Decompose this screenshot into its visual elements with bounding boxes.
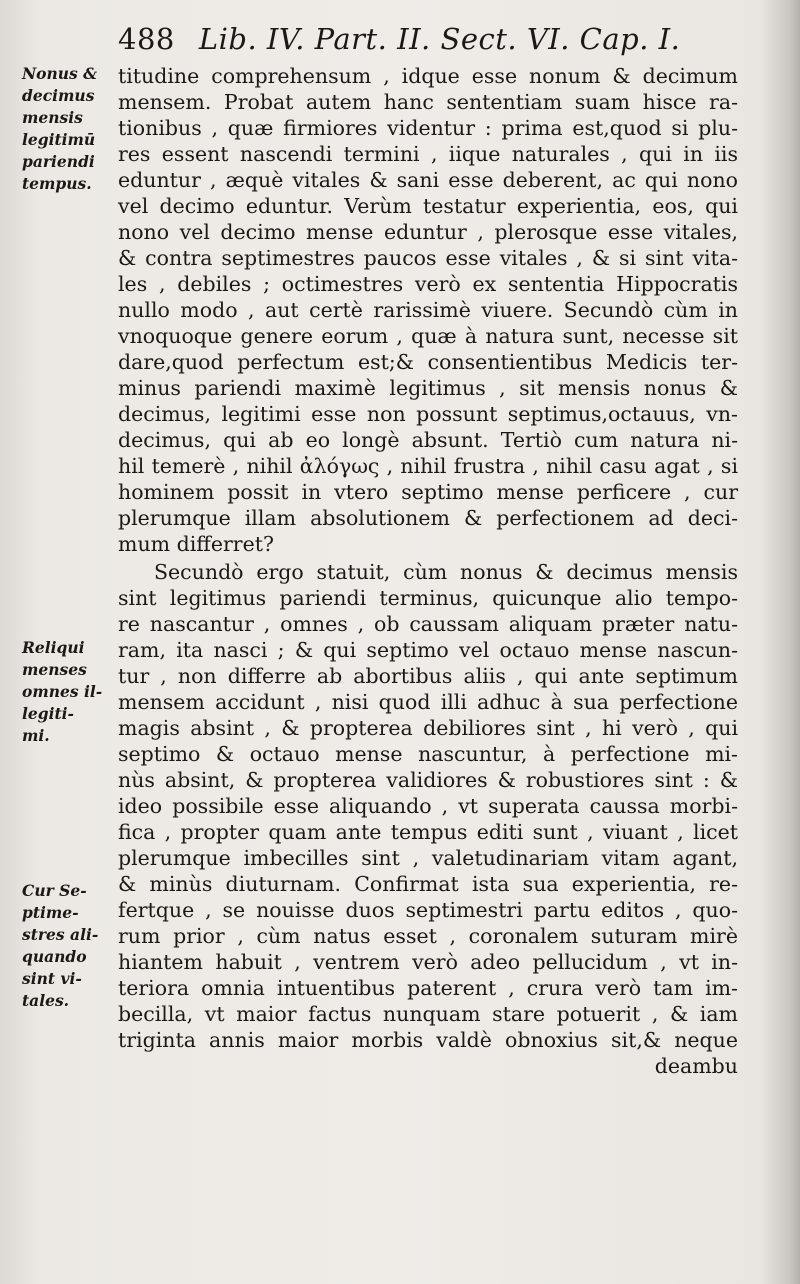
body-text [118,63,738,1081]
text-line: septimo & octauo mense nascuntur, à perfectione mi- [118,742,738,766]
text-line: les , debiles ; octimestres verò ex sententia Hippocratis [118,272,738,296]
text-line: triginta annis maior morbis valdè obnoxius sit,& neque [118,1028,738,1052]
text-line: decimus, legitimi esse non possunt septimus,octauus, vn- [118,402,738,426]
text-line: magis absint , & propterea debiliores sint , hi verò , qui [118,716,738,740]
text-line: nùs absint, & propterea validiores & robustiores sint : & [118,768,738,792]
text-line: minus pariendi maximè legitimus , sit mensis nonus & [118,376,738,400]
text-line: hominem possit in vtero septimo mense perficere , cur [118,480,738,504]
text-line: titudine comprehensum , idque esse nonum & decimum [118,64,738,88]
text-line: hiantem habuit , ventrem verò adeo pellucidum , vt in- [118,950,738,974]
text-line: ideo possibile esse aliquando , vt superata caussa morbi- [118,794,738,818]
text-line: tur , non differre ab abortibus aliis , qui ante septimum [118,664,738,688]
margin-note-2 [22,637,120,747]
margin-note-line: ptime- [22,903,79,922]
margin-note-line: tempus. [22,174,92,193]
text-line: mensem. Probat autem hanc sententiam suam hisce ra- [118,90,738,114]
text-line: decimus, qui ab eo longè absunt. Tertiò cum natura ni- [118,428,738,452]
page-number: 488 [118,22,175,56]
margin-note-line: Cur Se- [22,881,87,900]
margin-note-line: omnes il- [22,682,103,701]
text-line: mensem accidunt , nisi quod illi adhuc à sua perfectione [118,690,738,714]
text-line: mum differret? [118,532,274,556]
margin-note-line: tales. [22,991,70,1010]
text-line: nullo modo , aut certè rarissimè viuere. Secundò cùm in [118,298,738,322]
text-line: & contra septimestres paucos esse vitales , & si sint vita- [118,246,738,270]
text-line: plerumque imbecilles sint , valetudinariam vitam agant, [118,846,738,870]
text-line: plerumque illam absolutionem & perfectionem ad deci- [118,506,738,530]
text-line: vnoquoque genere eorum , quæ à natura sunt, necesse sit [118,324,738,348]
margin-note-line: pariendi [22,152,95,171]
text-line: sint legitimus pariendi terminus, quicunque alio tempo- [118,586,738,610]
margin-note-line: mensis [22,108,83,127]
paragraph-2 [118,559,738,1079]
text-line: vel decimo eduntur. Verùm testatur experientia, eos, qui [118,194,738,218]
text-line: becilla, vt maior factus nunquam stare potuerit , & iam [118,1002,738,1026]
margin-note-line: Reliqui [22,638,85,657]
margin-note-line: legiti- [22,704,74,723]
running-head [118,22,681,58]
text-line: rum prior , cùm natus esset , coronalem suturam mirè [118,924,738,948]
margin-note-line: menses [22,660,87,679]
margin-note-3 [22,880,120,1012]
paragraph-1 [118,63,738,557]
text-line: tionibus , quæ firmiores videntur : prima est,quod si plu- [118,116,738,140]
text-line: eduntur , æquè vitales & sani esse deberent, ac qui nono [118,168,738,192]
text-line: hil temerè , nihil ἀλόγως , nihil frustra , nihil casu agat , si [118,454,738,478]
text-line: Secundò ergo statuit, cùm nonus & decimus mensis [154,560,738,584]
running-head-title: Lib. IV. Part. II. Sect. VI. Cap. I. [198,22,681,56]
text-line: nono vel decimo mense eduntur , plerosque esse vitales, [118,220,738,244]
text-line: teriora omnia intuentibus paterent , crura verò tam im- [118,976,738,1000]
margin-note-line: legitimū [22,130,96,149]
margin-note-line: stres ali- [22,925,99,944]
text-line: fertque , se nouisse duos septimestri partu editos , quo- [118,898,738,922]
text-line: fica , propter quam ante tempus editi sunt , viuant , licet [118,820,738,844]
catchword: deambu [654,1054,738,1078]
margin-note-line: sint vi- [22,969,82,988]
text-line: ram, ita nasci ; & qui septimo vel octauo mense nascun- [118,638,738,662]
text-line: res essent nascendi termini , iique naturales , qui in iis [118,142,738,166]
margin-note-line: Nonus & [22,64,98,83]
text-line: dare,quod perfectum est;& consentientibus Medicis ter- [118,350,738,374]
margin-note-line: mi. [22,726,50,745]
text-line: re nascantur , omnes , ob caussam aliquam præter natu- [118,612,738,636]
margin-note-line: quando [22,947,87,966]
margin-note-1 [22,63,120,195]
margin-note-line: decimus [22,86,95,105]
text-line: & minùs diuturnam. Confirmat ista sua experientia, re- [118,872,738,896]
